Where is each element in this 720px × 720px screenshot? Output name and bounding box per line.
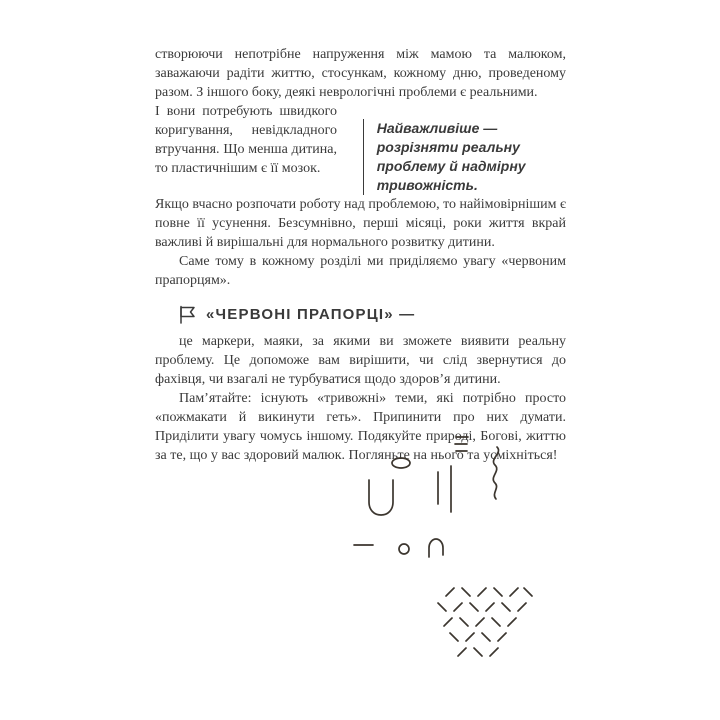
doodle-shapes-svg bbox=[350, 432, 540, 664]
quote-row bbox=[155, 102, 566, 195]
abstract-doodles-illustration bbox=[350, 432, 540, 664]
pull-quote-bar bbox=[363, 119, 364, 195]
paragraph-red-flags-lead: Саме тому в кожному розділі ми приділяємо увагу «червоним прапорцям». bbox=[155, 254, 566, 288]
paragraph-remember: Пам’ятайте: існують «тривожні» теми, які потрібно просто «пожмакати й викинути геть». Припинити про них думати. Приділити увагу чомусь іншому. Подякуйте природі, Богові, життю за те, що у вас здоровий малюк. Погляньте на нього та усміхніться! bbox=[155, 391, 566, 463]
section-heading-text: «ЧЕРВОНІ ПРАПОРЦІ» — bbox=[206, 305, 416, 323]
section-heading bbox=[155, 304, 566, 324]
paragraph-markers: це маркери, маяки, за якими ви зможете виявити реальну проблему. Це допоможе вам вирішити, чи слід звернутися до фахівця, чи взагалі не турбуватися щодо здоров’я дитини. bbox=[155, 334, 566, 387]
paragraph-intro-continued: І вони потребують швидкого коригування, невідкладного втручання. Що менша дитина, то пластичнішим є її мозок. bbox=[155, 104, 337, 176]
page-content bbox=[155, 45, 566, 465]
pull-quote bbox=[363, 119, 566, 195]
pull-quote-text: Найважливіше — розрізняти реальну проблему й надмірну тривожність. bbox=[376, 120, 526, 193]
paragraph-intro: створюючи непотрібне напруження між мамою та малюком, заважаючи радіти життю, стосункам, кожному дню, проведеному разом. З іншого боку, деякі неврологічні проблеми є реальними. bbox=[155, 47, 566, 100]
paragraph-early-intervention: Якщо вчасно розпочати роботу над проблемою, то найімовірнішим є повне її усунення. Безсумнівно, перші місяці, роки життя вкрай важливі й вирішальні для нормального розвитку дитини. bbox=[155, 197, 567, 250]
flag-icon bbox=[177, 304, 197, 324]
